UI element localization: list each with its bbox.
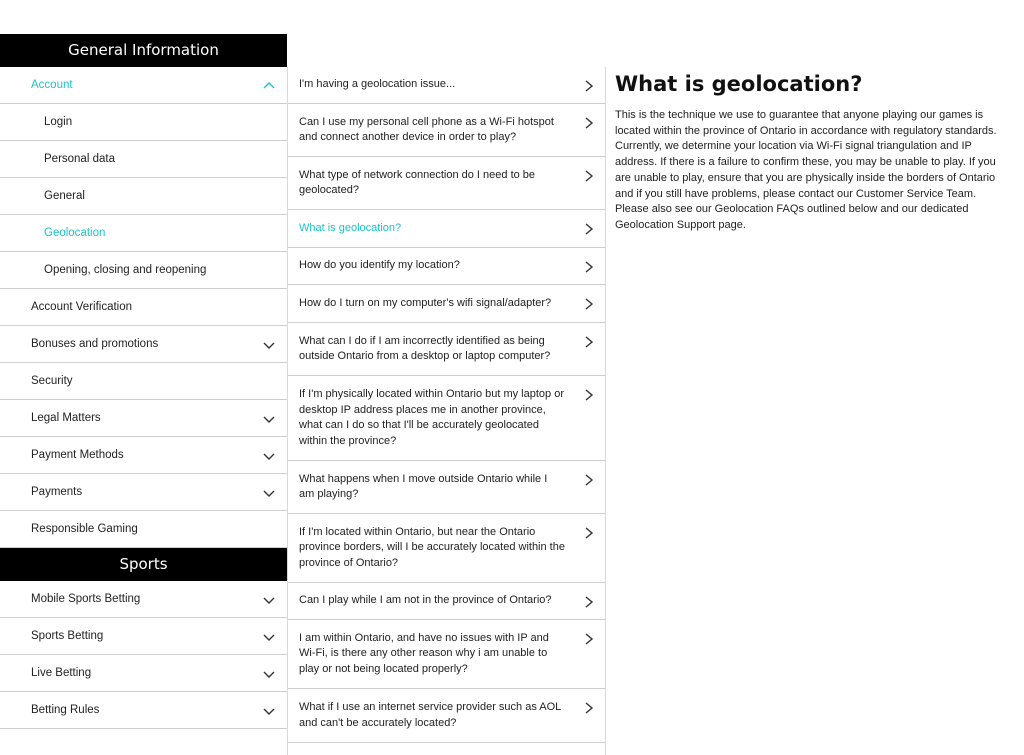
faq-item[interactable]: [288, 323, 605, 376]
general-information-heading: General Information: [0, 34, 287, 67]
chevron-right-icon: [584, 336, 594, 348]
sidebar-item-general[interactable]: [0, 178, 287, 215]
sidebar-item-responsible-gaming[interactable]: [0, 511, 287, 548]
faq-item-text: If I'm located within Ontario, but near the Ontario province borders, will I be accurately located within the province of Ontario?: [299, 525, 565, 569]
faq-item-text: If I'm physically located within Ontario but my laptop or desktop IP address places me in another province, what can I do so that I'll be accurately geolocated within the province?: [299, 388, 564, 447]
chevron-right-icon: [584, 596, 594, 608]
faq-item-text: Can I play while I am not in the province of Ontario?: [299, 594, 552, 607]
sidebar-item-security[interactable]: [0, 363, 287, 400]
sidebar-item-label: Bonuses and promotions: [31, 338, 159, 350]
sports-list: [0, 581, 287, 729]
sidebar-item-label: General: [44, 190, 85, 202]
chevron-down-icon[interactable]: [263, 668, 275, 680]
sidebar-item-geolocation[interactable]: [0, 215, 287, 252]
sidebar-item-label: Legal Matters: [31, 412, 101, 424]
faq-item-text: What if I use an internet service provider such as AOL and can't be accurately located?: [299, 701, 561, 729]
sidebar-item-login[interactable]: [0, 104, 287, 141]
chevron-down-icon[interactable]: [263, 594, 275, 606]
sidebar-item-label: Payments: [31, 486, 83, 498]
sidebar-item-legal-matters[interactable]: [0, 400, 287, 437]
article-title: What is geolocation?: [615, 72, 863, 96]
faq-item-text: How do you identify my location?: [299, 259, 460, 272]
chevron-down-icon[interactable]: [263, 413, 275, 425]
chevron-right-icon: [584, 633, 594, 645]
sidebar-item-sports-betting[interactable]: [0, 618, 287, 655]
sidebar-item-label: Opening, closing and reopening: [44, 264, 207, 276]
sidebar-item-label: Security: [31, 375, 73, 387]
faq-item-text: Can I use my personal cell phone as a Wi-Fi hotspot and connect another device in order to play?: [299, 115, 554, 143]
sidebar-item-label: Login: [44, 116, 73, 128]
faq-item-text: What can I do if I am incorrectly identified as being outside Ontario from a desktop or laptop computer?: [299, 334, 551, 362]
chevron-up-icon[interactable]: [263, 80, 275, 92]
sidebar-item-label: Live Betting: [31, 667, 92, 679]
sidebar-item-label: Account: [31, 79, 73, 91]
chevron-down-icon[interactable]: [263, 631, 275, 643]
faq-item-text: I'm having a geolocation issue...: [299, 78, 456, 91]
article-body: This is the technique we use to guarantee that anyone playing our games is located within the province of Ontario in accordance with regulatory standards. Currently, we determine your location via Wi-Fi signal triangulation and IP address. If there is a failure to confirm these, you may be unable to play. If you are unable to play, ensure that you are physically inside the borders of Ontario and if you still have problems, please contact our Customer Service Team. Please also see our Geolocation FAQs outlined below and our dedicated Geolocation Support page.: [615, 109, 997, 231]
faq-item-text: I am within Ontario, and have no issues with IP and Wi-Fi, is there any other reason why i am unable to play or not being located properly?: [299, 631, 549, 675]
sidebar-item-label: Geolocation: [44, 227, 106, 239]
chevron-right-icon: [584, 527, 594, 539]
sidebar-item-mobile-sports-betting[interactable]: [0, 581, 287, 618]
sidebar-item-label: Payment Methods: [31, 449, 124, 461]
sidebar-item-account[interactable]: [0, 67, 287, 104]
faq-item[interactable]: [288, 461, 605, 514]
chevron-right-icon: [584, 298, 594, 310]
chevron-right-icon: [584, 261, 594, 273]
article: [615, 72, 1010, 234]
chevron-right-icon: [584, 389, 594, 401]
faq-item-text: How do I turn on my computer's wifi signal/adapter?: [299, 296, 552, 309]
general-information-list: [0, 67, 287, 548]
sidebar-item-payments[interactable]: [0, 474, 287, 511]
faq-item[interactable]: [288, 104, 605, 157]
chevron-right-icon: [584, 223, 594, 235]
faq-item[interactable]: [288, 514, 605, 583]
sidebar-item-opening-closing-and-reopening[interactable]: [0, 252, 287, 289]
faq-item[interactable]: [288, 376, 605, 461]
list-item[interactable]: [288, 743, 605, 755]
chevron-right-icon: [584, 474, 594, 486]
faq-item[interactable]: [288, 689, 605, 743]
sidebar-item-personal-data[interactable]: [0, 141, 287, 178]
chevron-right-icon: [584, 117, 594, 129]
sidebar-item-account-verification[interactable]: [0, 289, 287, 326]
faq-item[interactable]: [288, 620, 605, 689]
sidebar-item-label: Responsible Gaming: [31, 523, 138, 535]
faq-item[interactable]: [288, 248, 605, 285]
chevron-right-icon: [584, 80, 594, 92]
sidebar-item-payment-methods[interactable]: [0, 437, 287, 474]
chevron-right-icon: [584, 702, 594, 714]
chevron-down-icon[interactable]: [263, 705, 275, 717]
sidebar-item-label: Betting Rules: [31, 704, 100, 716]
sidebar-item-betting-rules[interactable]: [0, 692, 287, 729]
faq-item[interactable]: [288, 210, 605, 248]
faq-item[interactable]: [288, 285, 605, 323]
faq-item[interactable]: [288, 157, 605, 210]
sidebar-item-label: Account Verification: [31, 301, 133, 313]
sidebar-item-label: Sports Betting: [31, 630, 104, 642]
faq-item[interactable]: [288, 583, 605, 620]
sidebar-item-label: Personal data: [44, 153, 115, 165]
faq-item-text: What is geolocation?: [299, 221, 402, 234]
sidebar-item-live-betting[interactable]: [0, 655, 287, 692]
faq-item-text: What type of network connection do I need to be geolocated?: [299, 168, 536, 196]
chevron-down-icon[interactable]: [263, 450, 275, 462]
chevron-down-icon[interactable]: [263, 487, 275, 499]
chevron-right-icon: [584, 170, 594, 182]
sidebar-item-label: Mobile Sports Betting: [31, 593, 141, 605]
faq-item[interactable]: [288, 67, 605, 104]
faq-item-text: What happens when I move outside Ontario while I am playing?: [299, 472, 548, 500]
faq-sidebar: [0, 34, 287, 729]
chevron-down-icon[interactable]: [263, 339, 275, 351]
sports-heading: Sports: [0, 548, 287, 581]
sidebar-item-bonuses-and-promotions[interactable]: [0, 326, 287, 363]
question-list: [287, 67, 606, 755]
